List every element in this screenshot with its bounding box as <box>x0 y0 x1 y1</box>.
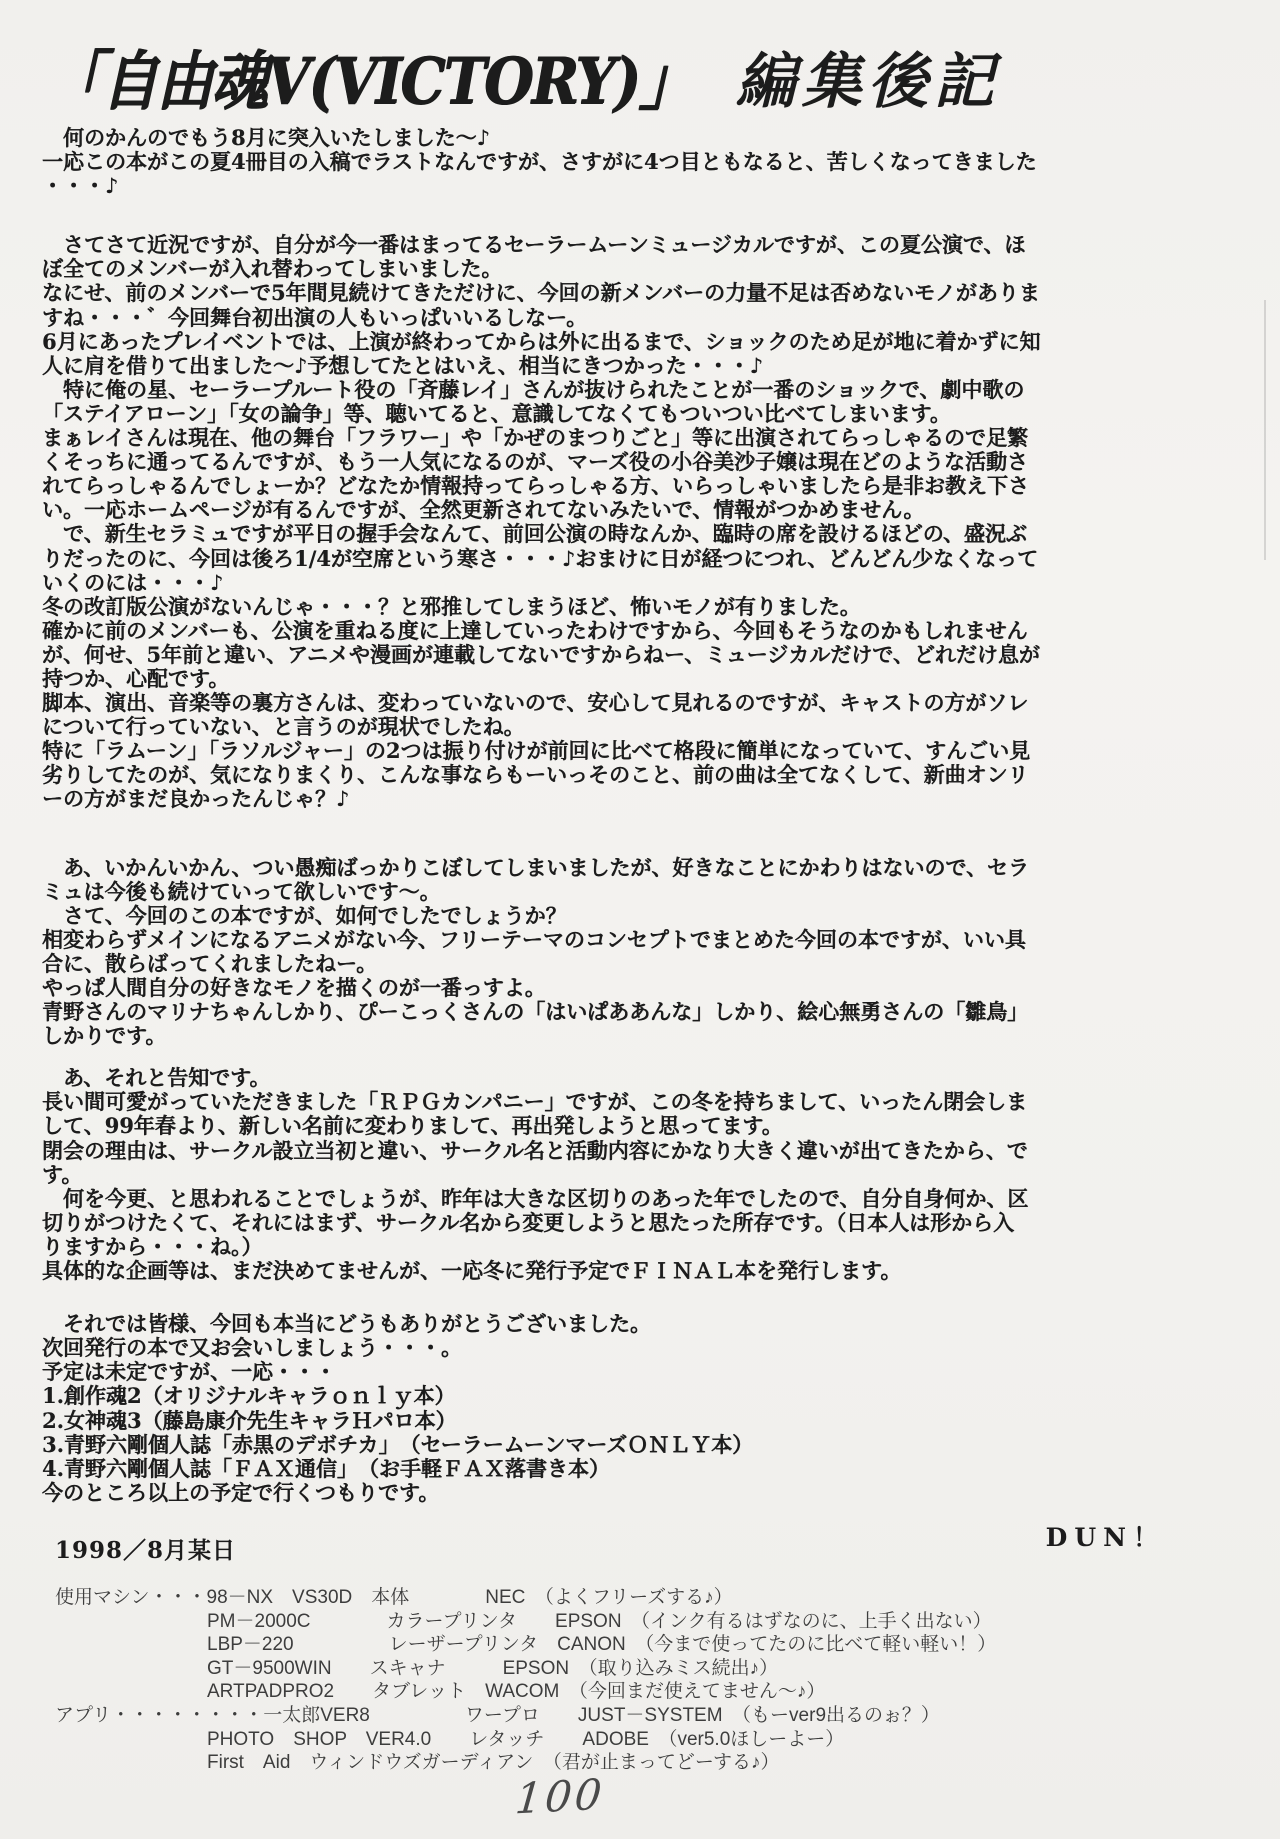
text-line: す。 <box>42 1161 83 1187</box>
text-line: 6月にあったプレイベントでは、上演が終わってからは外に出るまで、ショックのため足が地に着かずに知 <box>42 328 1041 354</box>
page-header <box>46 30 1240 120</box>
text-line: 冬の改訂版公演がないんじゃ・・・？と邪推してしまうほど、怖いモノが有りました。 <box>42 593 861 619</box>
text-line: 使用マシン・・・98－NX VS30D 本体 NEC （よくフリーズする♪） <box>55 1587 733 1608</box>
text-line: いくのには・・・♪ <box>42 569 224 595</box>
text-line: 青野さんのマリナちゃんしかり、ぴーこっくさんの「はいぱああんな」しかり、絵心無勇さんの「雛鳥」 <box>42 999 1029 1025</box>
text-line: ぼ全てのメンバーが入れ替わってしまいました。 <box>42 256 503 282</box>
afterword-body <box>42 126 1247 1505</box>
text-line: PM－2000C カラープリンタ EPSON （インク有るはずなのに、上手く出ない） <box>55 1610 992 1632</box>
paragraph-seramyu-news <box>42 233 1247 811</box>
text-line: 3.青野六剛個人誌「赤黒のデボチカ」 （セーラームーンマーズＯＮＬＹ本） <box>42 1431 754 1457</box>
text-line: ーの方がまだ良かったんじゃ？♪ <box>42 786 350 812</box>
text-line: れてらっしゃるんでしょーか？どなたか情報持ってらっしゃる方、いらっしゃいましたら是非お教え下さ <box>42 473 1029 499</box>
text-line: ミュは今後も続けていって欲しいです～。 <box>42 878 441 904</box>
text-line: 1.創作魂2（オリジナルキャラｏｎｌｙ本） <box>42 1383 456 1409</box>
text-line: 4.青野六剛個人誌「ＦＡＸ通信」 （お手軽ＦＡＸ落書き本） <box>42 1455 610 1481</box>
text-line: LBP－220 レーザープリンタ CANON （今まで使ってたのに比べて軽い軽い！） <box>55 1634 997 1656</box>
text-line: で、新生セラミュですが平日の握手会なんて、前回公演の時なんか、臨時の席を設けるほどの、盛況ぶ <box>42 521 1027 547</box>
text-line: い。一応ホームページが有るんですが、全然更新されてないみたいで、情報がつかめません。 <box>42 497 925 523</box>
date-line: 1998／8月某日 <box>55 1537 237 1564</box>
text-line: 長い間可愛がっていただきました「ＲＰＧカンパニー」ですが、この冬を持ちまして、いったん閉会しま <box>42 1089 1028 1115</box>
text-line: なにせ、前のメンバーで5年間見続けてきただけに、今回の新メンバーの力量不足は否めないモノがありま <box>42 280 1040 306</box>
page-title: 「自由魂V(VICTORY)」 <box>46 43 694 119</box>
text-line: それでは皆様、今回も本当にどうもありがとうございました。 <box>42 1311 651 1337</box>
text-line: りますから・・・ね。） <box>42 1233 263 1259</box>
text-line: ARTPADPRO2 タブレット WACOM （今回まだ使えてません～♪） <box>55 1681 826 1703</box>
text-line: して、99年春より、新しい名前に変わりまして、再出発しようと思ってます。 <box>42 1113 783 1139</box>
text-line: GT－9500WIN スキャナ EPSON （取り込みミス続出♪） <box>55 1657 779 1679</box>
text-line: あ、それと告知です。 <box>42 1065 271 1091</box>
text-line: さてさて近況ですが、自分が今一番はまってるセーラームーンミュージカルですが、この夏公演で、ほ <box>42 232 1026 258</box>
text-line: やっぱ人間自分の好きなモノを描くのが一番っすよ。 <box>42 975 546 1000</box>
text-line: 何のかんのでもう8月に突入いたしました～♪ <box>42 125 491 150</box>
text-line: 2.女神魂3（藤島康介先生キャラＨパロ本） <box>42 1407 457 1433</box>
text-line: 何を今更、と思われることでしょうが、昨年は大きな区切りのあった年でしたので、自分自身何か、区 <box>42 1185 1029 1211</box>
text-line: 今のところ以上の予定で行くつもりです。 <box>42 1479 440 1505</box>
paragraph-intro <box>42 126 1247 198</box>
text-line: くそっちに通ってるんですが、もう一人気になるのが、マーズ役の小谷美沙子嬢は現在どのような活動さ <box>42 449 1028 475</box>
text-line: 閉会の理由は、サークル設立当初と違い、サークル名と活動内容にかなり大きく違いが出てきたから、で <box>42 1137 1028 1163</box>
text-line: 特に俺の星、セーラープルート役の「斉藤レイ」さんが抜けられたことが一番のショックで、劇中歌の <box>42 376 1025 402</box>
text-line: まぁレイさんは現在、他の舞台「フラワー」や「かぜのまつりごと」等に出演されてらっしゃるので足繁 <box>42 425 1028 451</box>
text-line: りだったのに、今回は後ろ1/4が空席という寒さ・・・♪おまけに日が経つにつれ、どんどん少なくなって <box>42 545 1039 571</box>
text-line: 劣りしてたのが、気になりまくり、こんな事ならもーいっそのこと、前の曲は全てなくして、新曲オンリ <box>42 762 1029 788</box>
page-subtitle: 編集後記 <box>735 47 1000 117</box>
text-line: 「ステイアローン」「女の論争」等、聴いてると、意識してなくてもついつい比べてしまいます。 <box>42 400 951 426</box>
text-line: すね・・・゛今回舞台初出演の人もいっぱいいるしなー。 <box>42 304 588 330</box>
text-line: 確かに前のメンバーも、公演を重ねる度に上達していったわけですから、今回もそうなのかもしれません <box>42 617 1028 643</box>
byline-row <box>55 1518 1165 1565</box>
text-line: 切りがつけたくて、それにはまず、サークル名から変更しようと思たった所存です。（日本人は形から入 <box>42 1209 1015 1235</box>
text-line: 次回発行の本で又お会いしましょう・・・。 <box>42 1335 462 1361</box>
text-line: 持つか、心配です。 <box>42 665 230 691</box>
text-line: 脚本、演出、音楽等の裏方さんは、変わっていないので、安心して見れるのですが、キャストの方がソレ <box>42 690 1029 716</box>
text-line: 具体的な企画等は、まだ決めてませんが、一応冬に発行予定でＦＩＮＡＬ本を発行します。 <box>42 1258 902 1284</box>
text-line: ・・・♪ <box>42 173 119 199</box>
paragraph-circle-announcement <box>42 1066 1247 1283</box>
page-number: 100 <box>513 1769 607 1824</box>
text-line: 相変わらずメインになるアニメがない今、フリーテーマのコンセプトでまとめた今回の本ですが、いい具 <box>42 926 1026 952</box>
text-line: 予定は未定ですが、一応・・・ <box>42 1359 336 1385</box>
text-line: 人に肩を借りて出ました～♪予想してたとはいえ、相当にきつかった・・・♪ <box>42 352 764 378</box>
text-line: しかりです。 <box>42 1023 167 1049</box>
text-line: PHOTO SHOP VER4.0 レタッチ ADOBE （ver5.0ほしーよー） <box>55 1728 845 1750</box>
text-line: が、何せ、5年前と違い、アニメや漫画が連載してないですからねー、ミュージカルだけで、どれだけ息が <box>42 641 1040 667</box>
text-line: 特に「ラムーン」「ラソルジャー」の2つは振り付けが前回に比べて格段に簡単になっていて、すんごい見 <box>42 738 1031 764</box>
text-line: さて、今回のこの本ですが、如何でしたでしょうか？ <box>42 902 567 928</box>
scan-artifact <box>1264 300 1266 560</box>
author-signature: DUN！ <box>1045 1523 1165 1552</box>
text-line: 一応この本がこの夏4冊目の入稿でラストなんですが、さすがに4つ目ともなると、苦しくなってきました <box>42 149 1037 175</box>
text-line: について行っていない、と言うのが現状でしたね。 <box>42 714 525 740</box>
paragraph-book-thoughts <box>42 856 1247 1049</box>
paragraph-closing-plans <box>42 1312 1247 1505</box>
text-line: 合に、散らばってくれましたねー。 <box>42 950 378 976</box>
text-line: アプリ・・・・・・・・一太郎VER8 ワープロ JUST－SYSTEM （もーver9出るのぉ？） <box>55 1704 940 1726</box>
text-line: First Aid ウィンドウズガーディアン （君が止まってどーする♪） <box>55 1752 780 1774</box>
text-line: あ、いかんいかん、つい愚痴ばっかりこぼしてしまいましたが、好きなことにかわりはないので、セラ <box>42 854 1029 880</box>
